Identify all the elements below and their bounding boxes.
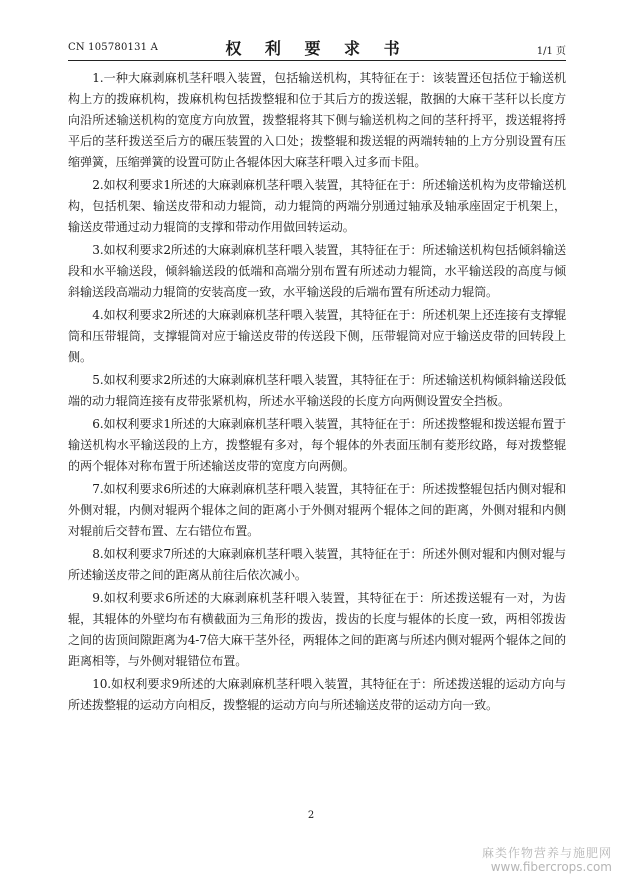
claim-10: 10.如权利要求9所述的大麻剥麻机茎秆喂入装置，其特征在于：所述拨送辊的运动方向与所述拨整辊的运动方向相反，拨整辊的运动方向与所述输送皮带的运动方向一致。 (68, 677, 566, 712)
claim-7: 7.如权利要求6所述的大麻剥麻机茎秆喂入装置，其特征在于：所述拨整辊包括内侧对辊和外侧对辊，内侧对辊两个辊体之间的距离小于外侧对辊两个辊体之间的距离，外侧对辊和内侧对辊前后交替布置、左右错位布置。 (68, 482, 566, 538)
claim-1: 1.一种大麻剥麻机茎秆喂入装置，包括输送机构，其特征在于：该装置还包括位于输送机构上方的拨麻机构，拨麻机构包括拨整辊和位于其后方的拨送辊，散捆的大麻干茎秆以长度方向沿所述输送机构的宽度方向放置，拨整辊将其下侧与输送机构之间的茎秆捋平，拨送辊将捋平后的茎秆拨送至后方的碾压装置的入口处；拨整辊和拨送辊的两端转轴的上方分别设置有压缩弹簧，压缩弹簧的设置可防止各辊体因大麻茎秆喂入过多而卡阻。 (68, 71, 566, 169)
document-number: CN 105780131 A (68, 42, 159, 53)
claim-5: 5.如权利要求2所述的大麻剥麻机茎秆喂入装置，其特征在于：所述输送机构倾斜输送段低端的动力辊筒连接有皮带张紧机构，所述水平输送段的长度方向两侧设置安全挡板。 (68, 373, 566, 408)
watermark-url: www.fibercrops.com (490, 860, 612, 874)
claim-2: 2.如权利要求1所述的大麻剥麻机茎秆喂入装置，其特征在于：所述输送机构为皮带输送机构，包括机架、输送皮带和动力辊筒，动力辊筒的两端分别通过轴承及轴承座固定于机架上，输送皮带通过动力辊筒的支撑和带动作用做回转运动。 (68, 178, 566, 234)
page-count: 1/1 页 (536, 46, 566, 57)
claim-6: 6.如权利要求1所述的大麻剥麻机茎秆喂入装置，其特征在于：所述拨整辊和拨送辊布置于输送机构水平输送段的上方，拨整辊有多对，每个辊体的外表面压制有菱形纹路，每对拨整辊的两个辊体对称布置于所述输送皮带的宽度方向两侧。 (68, 417, 566, 473)
document-title: 权 利 要 求 书 (225, 39, 409, 58)
claim-9: 9.如权利要求6所述的大麻剥麻机茎秆喂入装置，其特征在于：所述拨送辊有一对，为齿辊，其辊体的外壁均布有横截面为三角形的拨齿，拨齿的长度与辊体的长度一致，两相邻拨齿之间的齿顶间隙距离为4-7倍大麻干茎外径，两辊体之间的距离与所述内侧对辊两个辊体之间的距离相等，与外侧对辊错位布置。 (68, 591, 566, 668)
claims-list (68, 68, 566, 718)
page-header (68, 36, 566, 61)
page-number: 2 (307, 810, 315, 821)
site-watermark (482, 846, 612, 874)
claim-4: 4.如权利要求2所述的大麻剥麻机茎秆喂入装置，其特征在于：所述机架上还连接有支撑辊筒和压带辊筒，支撑辊筒对应于输送皮带的传送段下侧，压带辊筒对应于输送皮带的回转段上侧。 (68, 308, 566, 364)
claim-8: 8.如权利要求7所述的大麻剥麻机茎秆喂入装置，其特征在于：所述外侧对辊和内侧对辊与所述输送皮带之间的距离从前往后依次减小。 (68, 547, 566, 582)
claim-3: 3.如权利要求2所述的大麻剥麻机茎秆喂入装置，其特征在于：所述输送机构包括倾斜输送段和水平输送段，倾斜输送段的低端和高端分别布置有所述动力辊筒，水平输送段的高度与倾斜输送段高端动力辊筒的安装高度一致，水平输送段的后端布置有所述动力辊筒。 (68, 243, 566, 299)
watermark-text: 麻类作物营养与施肥网 (481, 846, 612, 860)
